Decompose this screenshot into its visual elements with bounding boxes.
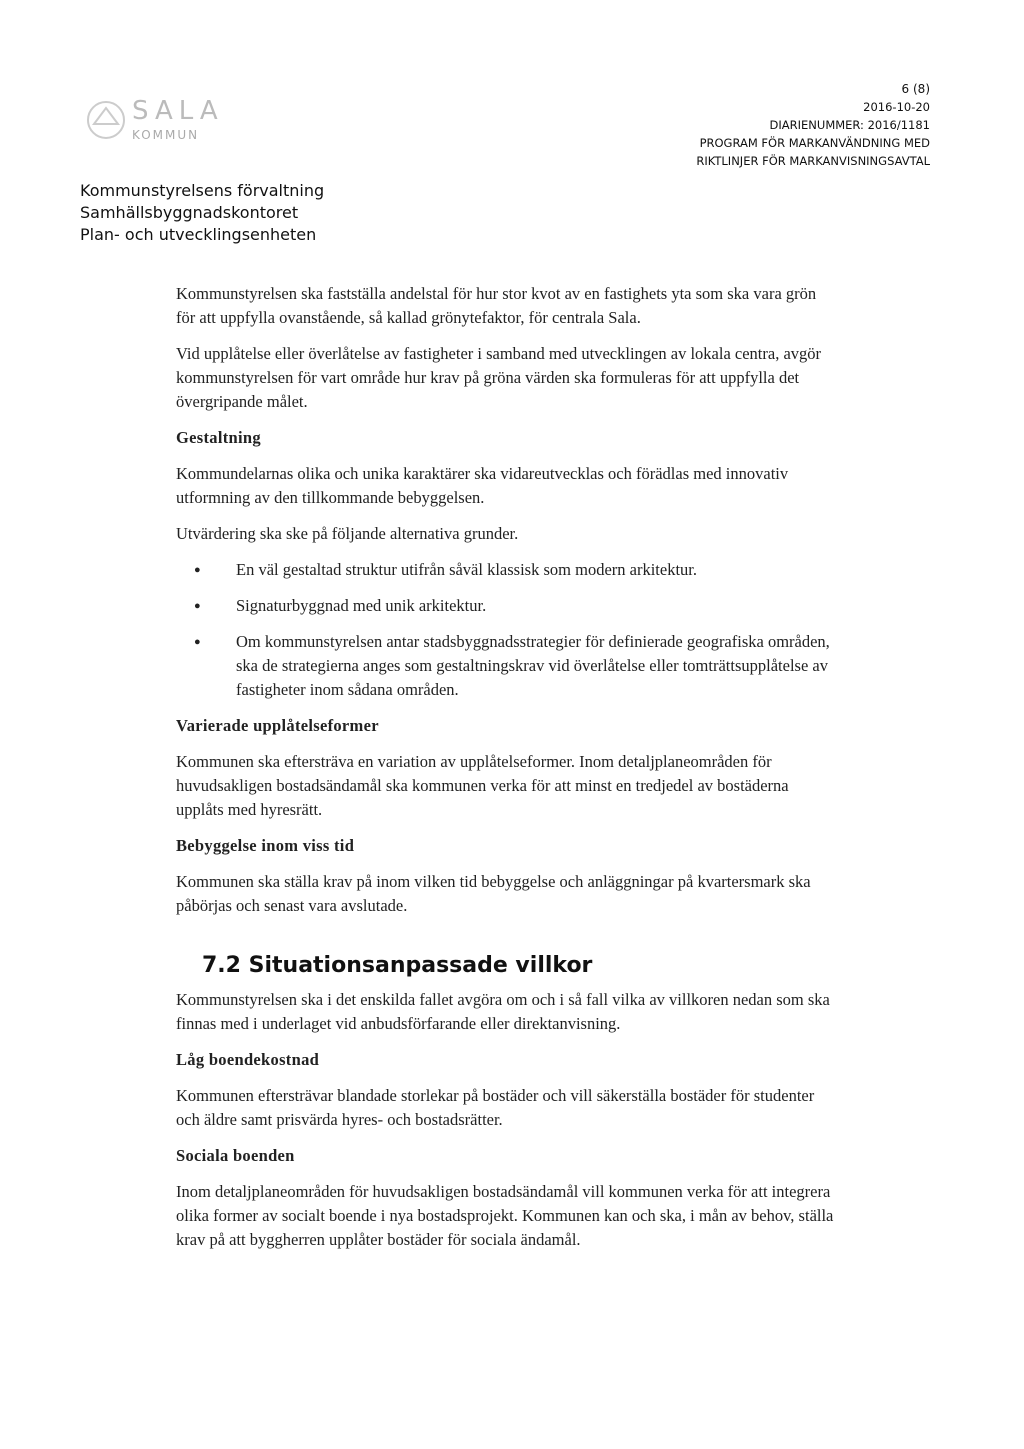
- document-body: [176, 282, 836, 1264]
- crest-icon: [84, 98, 128, 142]
- list-item: ● En väl gestaltad struktur utifrån såväl klassisk som modern arkitektur.: [236, 558, 836, 582]
- org-line-1: Kommunstyrelsens förvaltning: [80, 181, 325, 200]
- page-number: 6 (8): [901, 82, 930, 96]
- logo-sub: KOMMUN: [132, 128, 200, 142]
- org-line-2: Samhällsbyggnadskontoret: [80, 203, 299, 222]
- paragraph: Kommunstyrelsen ska fastställa andelstal för hur stor kvot av en fastighets yta som ska vara grön för att uppfylla ovanstående, så kallad grönytefaktor, för centrala Sala.: [176, 284, 817, 327]
- bullet-list: [176, 558, 836, 702]
- paragraph: Kommunen ska ställa krav på inom vilken tid bebyggelse och anläggningar på kvartersmark ska påbörjas och senast vara avslutade.: [176, 872, 811, 915]
- program-title-line-1: PROGRAM FÖR MARKANVÄNDNING MED: [699, 136, 930, 150]
- heading-lag-boendekostnad: Låg boendekostnad: [176, 1050, 320, 1069]
- organization-block: [80, 180, 324, 246]
- list-item: ● Om kommunstyrelsen antar stadsbyggnadsstrategier för definierade geografiska områden, ska de strategierna anges som gestaltningskrav vid överlåtelse eller tomträttsupplåtelse av fastigheter inom sådana områden.: [236, 630, 836, 702]
- sala-kommun-logo: [80, 80, 230, 150]
- heading-bebyggelse: Bebyggelse inom viss tid: [176, 836, 355, 855]
- paragraph: Kommunen ska eftersträva en variation av upplåtelseformer. Inom detaljplaneområden för huvudsakligen bostadsändamål ska kommunen verka för att minst en tredjedel av bostäderna upplåts med hyresrätt.: [176, 752, 789, 819]
- document-date: 2016-10-20: [863, 100, 930, 114]
- paragraph: Inom detaljplaneområden för huvudsakligen bostadsändamål vill kommunen verka för att integrera olika former av socialt boende i nya bostadsprojekt. Kommunen kan och ska, i mån av behov, ställa krav på att byggherren upplåter bostäder för sociala ändamål.: [176, 1182, 834, 1249]
- program-title-line-2: RIKTLINJER FÖR MARKANVISNINGSAVTAL: [696, 154, 930, 168]
- document-header-info: [696, 80, 930, 170]
- paragraph: Utvärdering ska ske på följande alternativa grunder.: [176, 524, 519, 543]
- heading-gestaltning: Gestaltning: [176, 428, 261, 447]
- list-item: ● Signaturbyggnad med unik arkitektur.: [236, 594, 836, 618]
- logo-name: SALA: [132, 96, 224, 126]
- heading-varierade: Varierade upplåtelseformer: [176, 716, 379, 735]
- diarienummer: DIARIENUMMER: 2016/1181: [769, 118, 930, 132]
- paragraph: Kommunen eftersträvar blandade storlekar på bostäder och vill säkerställa bostäder för studenter och äldre samt prisvärda hyres- och bostadsrätter.: [176, 1086, 815, 1129]
- section-title: 7.2 Situationsanpassade villkor: [202, 953, 593, 978]
- paragraph: Vid upplåtelse eller överlåtelse av fastigheter i samband med utvecklingen av lokala centra, avgör kommunstyrelsen för vart område hur krav på gröna värden ska formuleras för att uppfylla det övergripande målet.: [176, 344, 822, 411]
- paragraph: Kommundelarnas olika och unika karaktärer ska vidareutvecklas och förädlas med innovativ utformning av den tillkommande bebyggelsen.: [176, 464, 789, 507]
- org-line-3: Plan- och utvecklingsenheten: [80, 225, 317, 244]
- paragraph: Kommunstyrelsen ska i det enskilda fallet avgöra om och i så fall vilka av villkoren nedan som ska finnas med i underlaget vid anbudsförfarande eller direktanvisning.: [176, 990, 830, 1033]
- heading-sociala-boenden: Sociala boenden: [176, 1146, 295, 1165]
